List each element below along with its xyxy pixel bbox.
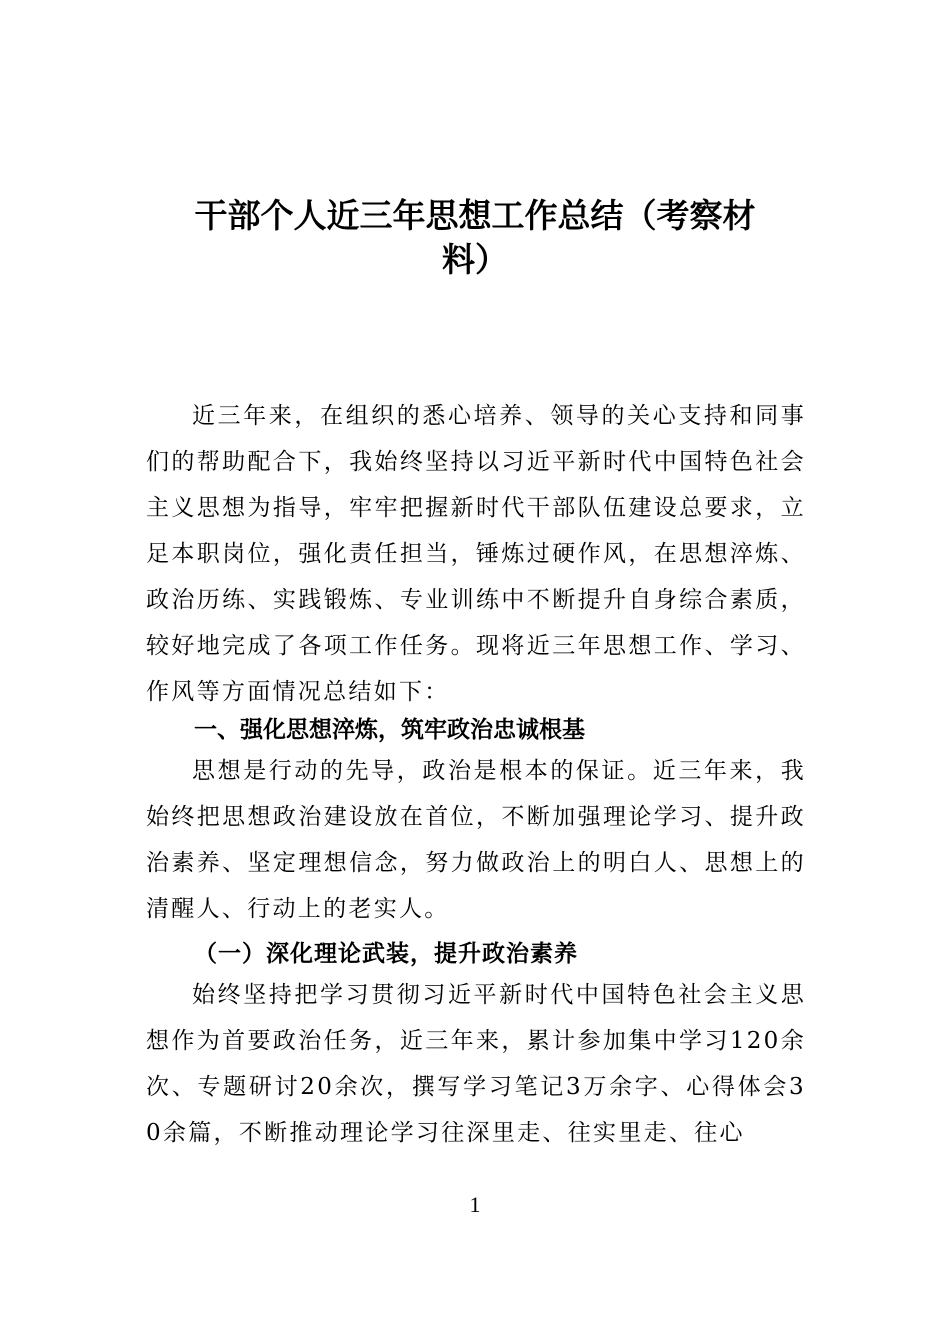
document-title-line-2: 料） [442,240,508,279]
document-title-line-1: 干部个人近三年思想工作总结（考察材 [194,196,756,235]
section-1-paragraph: 思想是行动的先导，政治是根本的保证。近三年来，我始终把思想政治建设放在首位，不断加强理论学习、提升政治素养、坚定理想信念，努力做政治上的明白人、思想上的清醒人、行动上的老实人。 [146,758,806,922]
page-number: 1 [469,1192,481,1217]
subsection-1-heading: （一）深化理论武装，提升政治素养 [194,940,578,967]
intro-paragraph: 近三年来，在组织的悉心培养、领导的关心支持和同事们的帮助配合下，我始终坚持以习近平新时代中国特色社会主义思想为指导，牢牢把握新时代干部队伍建设总要求，立足本职岗位，强化责任担当，锤炼过硬作风，在思想淬炼、政治历练、实践锻炼、专业训练中不断提升自身综合素质，较好地完成了各项工作任务。现将近三年思想工作、学习、作风等方面情况总结如下： [146,403,806,705]
section-1-heading: 一、强化思想淬炼，筑牢政治忠诚根基 [194,717,585,743]
subsection-1-paragraph: 始终坚持把学习贯彻习近平新时代中国特色社会主义思想作为首要政治任务，近三年来，累计参加集中学习120余次、专题研讨20余次，撰写学习笔记3万余字、心得体会30余篇，不断推动理论学习往深里走、往实里走、往心 [146,982,806,1146]
